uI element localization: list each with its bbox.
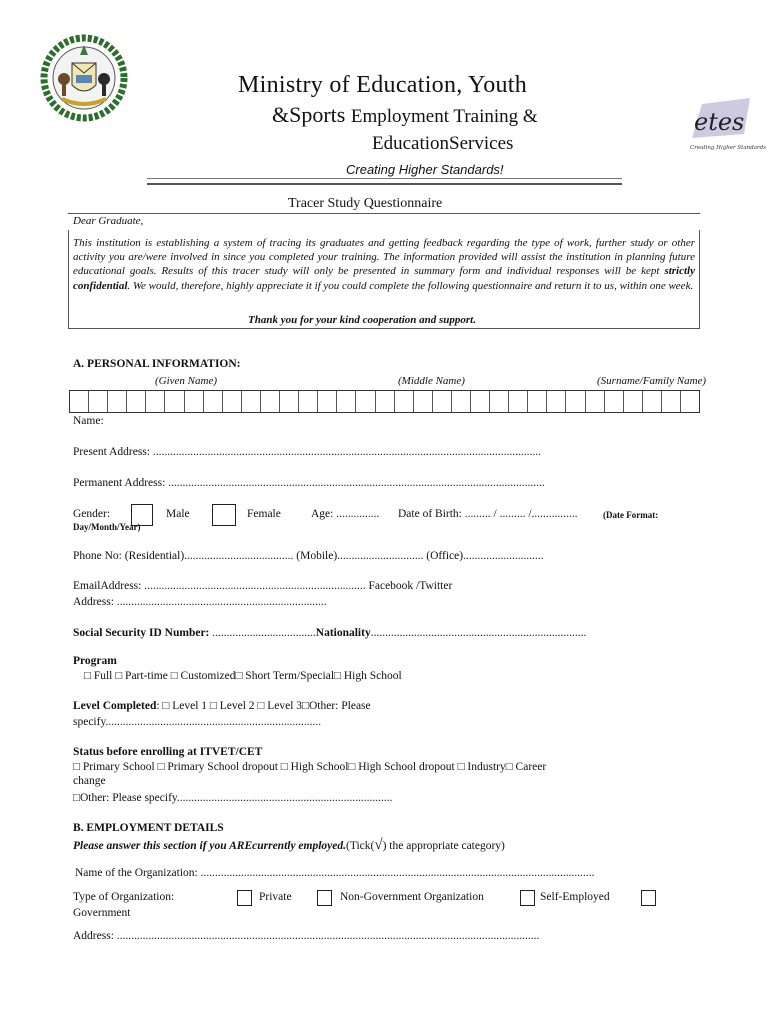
tick-mark-icon: √ <box>374 837 383 853</box>
age-field[interactable]: Age: ............... <box>311 508 380 520</box>
page-title: Tracer Study Questionnaire <box>288 196 443 211</box>
organization-address-field[interactable]: Address: ................................................................................................................................................... <box>73 930 540 942</box>
self-employed-checkbox[interactable] <box>520 890 535 906</box>
etes-logo-tagline: Creating Higher Standards <box>690 145 766 151</box>
government-label: Government <box>73 907 131 919</box>
gender-label: Gender: <box>73 508 111 520</box>
level-specify-field[interactable]: specify........................................................................... <box>73 716 322 728</box>
private-label: Private <box>259 891 292 903</box>
section-a-heading: A. PERSONAL INFORMATION: <box>73 358 241 370</box>
social-address-field[interactable]: Address: ......................................................................... <box>73 596 327 608</box>
surname-label: (Surname/Family Name) <box>597 375 707 387</box>
permanent-address-field[interactable]: Permanent Address: ................................................................................................................................... <box>73 477 545 489</box>
phone-fields[interactable]: Phone No: (Residential)...................................... (Mobile).............................. (Office)............................ <box>73 550 544 562</box>
title-divider <box>68 213 700 214</box>
etes-logo-mark <box>684 96 766 154</box>
female-label: Female <box>247 508 281 520</box>
level-options: : □ Level 1 □ Level 2 □ Level 3□Other: Please <box>156 700 371 712</box>
ngo-checkbox[interactable] <box>317 890 332 906</box>
government-checkbox[interactable] <box>641 890 656 906</box>
etes-logo-text: etes <box>694 108 745 136</box>
status-options-cont: change <box>73 775 106 787</box>
ssn-field[interactable] <box>73 627 586 639</box>
organization-name-field[interactable]: Name of the Organization: ......................................................................................................................................... <box>75 867 595 879</box>
email-field[interactable]: EmailAddress: ............................................................................. Facebook /Twitter <box>73 580 453 592</box>
private-checkbox[interactable] <box>237 890 252 906</box>
ssn-label: Social Security ID Number: <box>73 627 210 639</box>
name-entry-grid[interactable] <box>69 390 700 413</box>
program-options[interactable]: □ Full □ Part-time □ Customized□ Short Term/Special□ High School <box>84 670 402 682</box>
tagline: Creating Higher Standards! <box>346 162 504 177</box>
program-label: Program <box>73 655 117 667</box>
section-b-instruction-text: Please answer this section if you AREcurrently employed. <box>73 840 347 852</box>
male-label: Male <box>166 508 190 520</box>
letter-salutation: Dear Graduate, <box>73 215 144 227</box>
middle-name-label: (Middle Name) <box>398 375 465 387</box>
ministry-title-employment: Employment Training & <box>350 106 538 127</box>
organization-type-label: Type of Organization: <box>73 891 175 903</box>
ssn-dots: .................................... <box>209 627 316 639</box>
name-label: Name: <box>73 415 104 427</box>
female-checkbox[interactable] <box>212 504 236 526</box>
level-completed-label: Level Completed <box>73 700 157 712</box>
status-label: Status before enrolling at ITVET/CET <box>73 746 263 758</box>
status-options[interactable]: □ Primary School □ Primary School dropout □ High School□ High School dropout □ Industry□ Career <box>73 761 547 773</box>
ministry-title-line1: Ministry of Education, Youth <box>238 72 528 98</box>
self-employed-label: Self-Employed <box>540 891 610 903</box>
date-of-birth-field[interactable]: Date of Birth: ......... / ......... /................ <box>398 508 578 520</box>
ministry-title-sports: &Sports <box>272 102 346 127</box>
level-completed-row[interactable] <box>73 700 371 712</box>
header-divider <box>147 178 622 185</box>
ngo-label: Non-Government Organization <box>340 891 484 903</box>
letter-body-part2: . We would, therefore, highly appreciate it if you could complete the following questionnaire and return it to us, within one week. <box>127 279 694 292</box>
etes-logo <box>684 96 766 154</box>
tick-close: ) the appropriate category) <box>382 840 505 852</box>
ministry-title-line3: EducationServices <box>372 133 514 154</box>
nationality-label: Nationality <box>315 627 371 639</box>
date-format-note: (Date Format: <box>603 510 659 520</box>
status-other-field[interactable]: □Other: Please specify........................................................................... <box>73 792 393 804</box>
coat-of-arms-logo <box>40 35 128 121</box>
nationality-dots: ........................................................................... <box>370 627 587 639</box>
letter-body <box>73 236 695 293</box>
section-b-heading: B. EMPLOYMENT DETAILS <box>73 822 224 834</box>
given-name-label: (Given Name) <box>155 375 218 387</box>
date-format-note-cont: Day/Month/Year) <box>73 522 141 532</box>
letter-thanks: Thank you for your kind cooperation and support. <box>248 314 476 326</box>
tick-open: (Tick( <box>346 840 375 852</box>
section-b-instruction <box>73 837 505 854</box>
letter-body-confidential: strictly confidential <box>73 265 695 292</box>
present-address-field[interactable]: Present Address: ....................................................................................................................................... <box>73 446 541 458</box>
letter-body-part1: This institution is establishing a system of tracing its graduates and getting feedback regarding the type of work, further study or other activity you are/were involved in since you completed your training. The information provided will assist the institution in planning future educational goals. Results of this tracer study will only be presented in summary form and individual responses will be kept <box>73 237 695 278</box>
ministry-title-line2 <box>272 102 538 128</box>
